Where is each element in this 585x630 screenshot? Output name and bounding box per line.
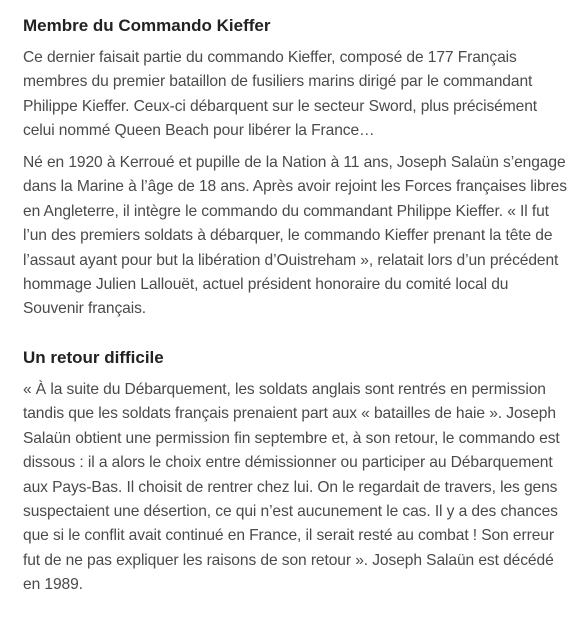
paragraph-commando-intro: Ce dernier faisait partie du commando Kieffer, composé de 177 Français membres du premier bataillon de fusiliers marins dirigé par le commandant Philippe Kieffer. Ceux-ci débarquent sur le secteur Sword, plus précisément celui nommé Queen Beach pour libérer la France… bbox=[23, 49, 538, 140]
section-heading-retour: Un retour difficile bbox=[23, 348, 164, 367]
section-heading-commando: Membre du Commando Kieffer bbox=[23, 16, 271, 35]
paragraph-retour: « À la suite du Débarquement, les soldats anglais sont rentrés en permission tandis que les soldats français prenaient part aux « batailles de haie ». Joseph Salaün obtient une permission fin septembre et, à son retour, le commando est dissous : il a alors le choix entre démissionner ou participer au Débarquement aux Pays-Bas. Il choisit de rentrer chez lui. On le regardait de travers, les gens suspectaient une désertion, ce qui n’est aucunement le cas. Il y a des chances que si le conflit avait continué en France, il serait resté au combat ! Son erreur fut de ne pas expliquer les raisons de son retour ». Joseph Salaün est décédé en 1989. bbox=[23, 381, 560, 594]
paragraph-biography: Né en 1920 à Kerroué et pupille de la Nation à 11 ans, Joseph Salaün s’engage dans la Marine à l’âge de 18 ans. Après avoir rejoint les Forces françaises libres en Angleterre, il intègre le commando du commandant Philippe Kieffer. « Il fut l’un des premiers soldats à débarquer, le commando Kieffer prenant la tête de l’assaut ayant pour but la libération d’Ouistreham », relatait lors d’un précédent hommage Julien Lallouët, actuel président honoraire du comité local du Souvenir français. bbox=[23, 154, 567, 318]
